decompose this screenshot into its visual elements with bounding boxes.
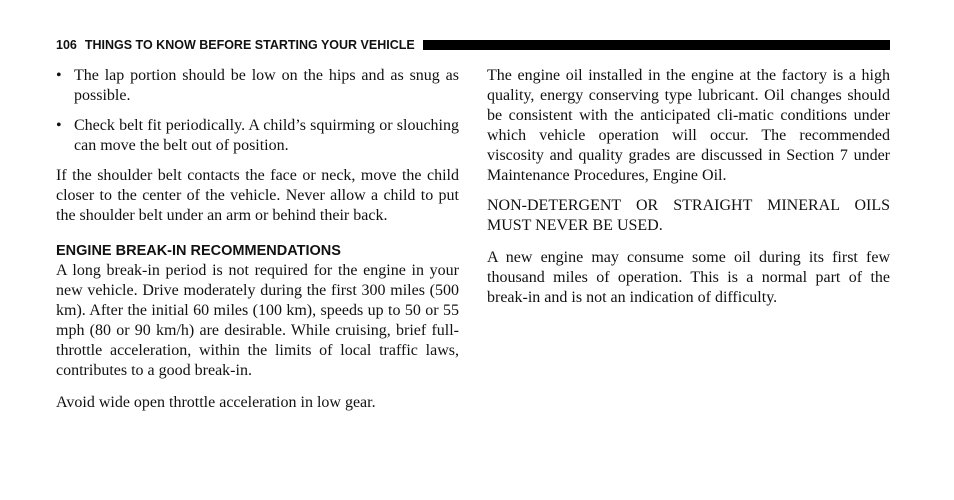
header-rule — [423, 40, 890, 50]
bullet-item-lap-portion — [56, 66, 459, 106]
running-title: THINGS TO KNOW BEFORE STARTING YOUR VEHICLE — [84, 38, 415, 52]
bullet-icon: • — [56, 117, 62, 134]
paragraph-shoulder-belt: If the shoulder belt contacts the face or neck, move the child closer to the center of the vehicle. Never allow a child to put the shoulder belt under an arm or behind their back. — [56, 167, 459, 224]
page-header — [56, 38, 890, 52]
paragraph-break-in: A long break-in period is not required for the engine in your new vehicle. Drive moderately during the first 300 miles (500 km). After the initial 60 miles (100 km), speeds up to 50 or 55 mph (80 or 90 km/h) are desirable. While cruising, brief full-throttle acceleration, within the limits of local traffic laws, contributes to a good break-in. — [56, 262, 459, 379]
paragraph-engine-oil: The engine oil installed in the engine at the factory is a high quality, energy conserving type lubricant. Oil changes should be consistent with the anticipated cli-matic conditions under which vehicle operation will occur. The recommended viscosity and quality grades are discussed in Section 7 under Maintenance Procedures, Engine Oil. — [487, 67, 890, 184]
bullet-text: The lap portion should be low on the hips and as snug as possible. — [74, 67, 459, 104]
paragraph-avoid-throttle: Avoid wide open throttle acceleration in low gear. — [56, 394, 376, 411]
section-heading: ENGINE BREAK-IN RECOMMENDATIONS — [56, 243, 341, 259]
paragraph-oil-consumption: A new engine may consume some oil during its first few thousand miles of operation. This is a normal part of the break-in and is not an indication of difficulty. — [487, 249, 890, 306]
page-number: 106 — [56, 38, 77, 52]
bullet-icon: • — [56, 67, 62, 84]
right-column — [487, 66, 890, 308]
left-column — [56, 66, 459, 413]
bullet-item-check-belt — [56, 116, 459, 156]
bullet-text: Check belt fit periodically. A child’s squirming or slouching can move the belt out of position. — [74, 117, 459, 154]
paragraph-oil-warning: NON-DETERGENT OR STRAIGHT MINERAL OILS MUST NEVER BE USED. — [487, 197, 890, 234]
